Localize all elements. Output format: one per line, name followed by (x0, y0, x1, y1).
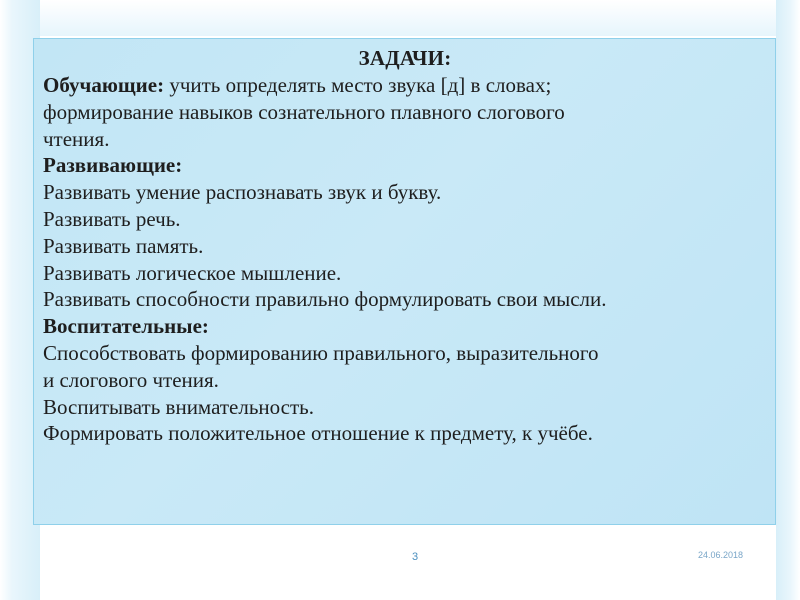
educational-label: Воспитательные: (43, 314, 209, 339)
teaching-text-1: учить определять место звука [д] в словах; (164, 73, 552, 97)
teaching-label: Обучающие: (43, 73, 165, 97)
teaching-line-2: формирование навыков сознательного плавного слогового (43, 99, 565, 124)
educational-item: Воспитывать внимательность. (43, 394, 314, 419)
educational-item: Способствовать формированию правильного, выразительного (43, 340, 599, 365)
educational-item: и слогового чтения. (43, 367, 219, 392)
background-top-band (0, 0, 800, 36)
developing-item: Развивать способности правильно формулировать свои мысли. (43, 287, 607, 312)
developing-label: Развивающие: (43, 153, 183, 178)
educational-item: Формировать положительное отношение к предмету, к учёбе. (43, 421, 593, 446)
slide-date: 24.06.2018 (698, 550, 744, 560)
page-number: 3 (412, 551, 419, 563)
developing-item: Развивать умение распознавать звук и букву. (43, 180, 442, 205)
teaching-line-1 (43, 72, 767, 99)
developing-item: Развивать логическое мышление. (43, 260, 342, 285)
background-right-band (776, 0, 800, 600)
slide-heading: ЗАДАЧИ: (358, 46, 452, 70)
tasks-content-box (33, 38, 776, 525)
teaching-line-3: чтения. (43, 126, 110, 151)
developing-item: Развивать память. (43, 233, 204, 258)
developing-item: Развивать речь. (43, 206, 181, 231)
